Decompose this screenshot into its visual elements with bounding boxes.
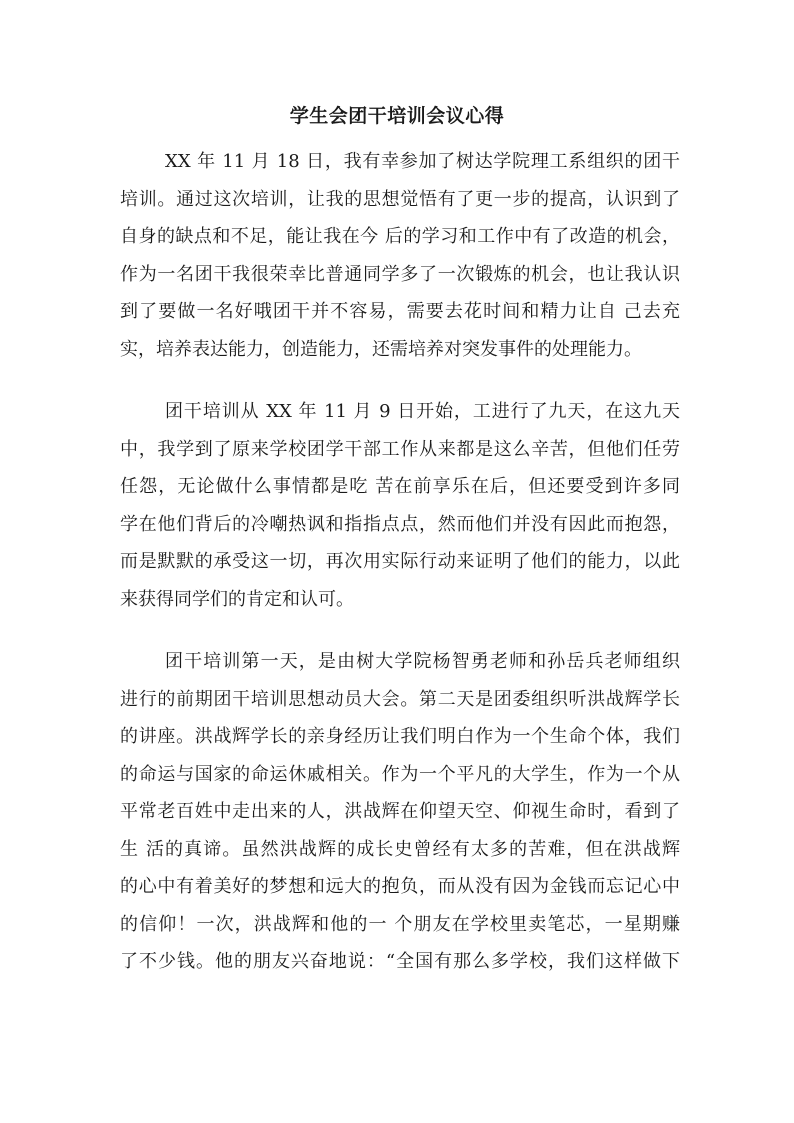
paragraph-3-line-3: 的讲座。洪战辉学长的亲身经历让我们明白作为一个生命个体，我们 (120, 726, 680, 747)
paragraph-1-line-5: 到了要做一名好哦团干并不容易，需要去花时间和精力让自 己去充 (120, 301, 680, 322)
paragraph-2-line-2: 中，我学到了原来学校团学干部工作从来都是这么辛苦，但他们任劳 (120, 439, 680, 460)
paragraph-1-line-1: XX 年 11 月 18 日，我有幸参加了树达学院理工系组织的团干 (165, 151, 680, 172)
paragraph-3-line-1: 团干培训第一天，是由树大学院杨智勇老师和孙岳兵老师组织 (165, 651, 680, 672)
paragraph-3-line-8: 的信仰！一次，洪战辉和他的一 个朋友在学校里卖笔芯，一星期赚 (120, 914, 680, 935)
paragraph-3-line-5: 平常老百姓中走出来的人，洪战辉在仰望天空、仰视生命时，看到了 (120, 801, 680, 822)
document-title: 学生会团干培训会议心得 (289, 105, 505, 127)
paragraph-2-line-6: 来获得同学们的肯定和认可。 (120, 589, 354, 610)
paragraph-1-line-2: 培训。通过这次培训，让我的思想觉悟有了更一步的提高，认识到了 (120, 189, 680, 210)
paragraph-3-line-9: 了不少钱。他的朋友兴奋地说：“全国有那么多学校，我们这样做下 (120, 951, 680, 972)
paragraph-1-line-4: 作为一名团干我很荣幸比普通同学多了一次锻炼的机会，也让我认识 (120, 264, 680, 285)
paragraph-3-line-7: 的心中有着美好的梦想和远大的抱负，而从没有因为金钱而忘记心中 (120, 876, 680, 897)
paragraph-2-line-1: 团干培训从 XX 年 11 月 9 日开始，工进行了九天，在这九天 (165, 401, 680, 422)
paragraph-1-line-3: 自身的缺点和不足，能让我在今 后的学习和工作中有了改造的机会， (120, 226, 680, 247)
paragraph-3-line-6: 生 活的真谛。虽然洪战辉的成长史曾经有太多的苦难，但在洪战辉 (120, 839, 680, 860)
paragraph-3-line-4: 的命运与国家的命运休戚相关。作为一个平凡的大学生，作为一个从 (120, 764, 680, 785)
paragraph-2-line-5: 而是默默的承受这一切，再次用实际行动来证明了他们的能力，以此 (120, 551, 680, 572)
paragraph-2-line-3: 任怨，无论做什么事情都是吃 苦在前享乐在后，但还要受到许多同 (120, 476, 680, 497)
paragraph-2-line-4: 学在他们背后的冷嘲热讽和指指点点，然而他们并没有因此而抱怨， (120, 514, 680, 535)
paragraph-3-line-2: 进行的前期团干培训思想动员大会。第二天是团委组织听洪战辉学长 (120, 689, 680, 710)
paragraph-1-line-6: 实，培养表达能力，创造能力，还需培养对突发事件的处理能力。 (120, 339, 642, 360)
